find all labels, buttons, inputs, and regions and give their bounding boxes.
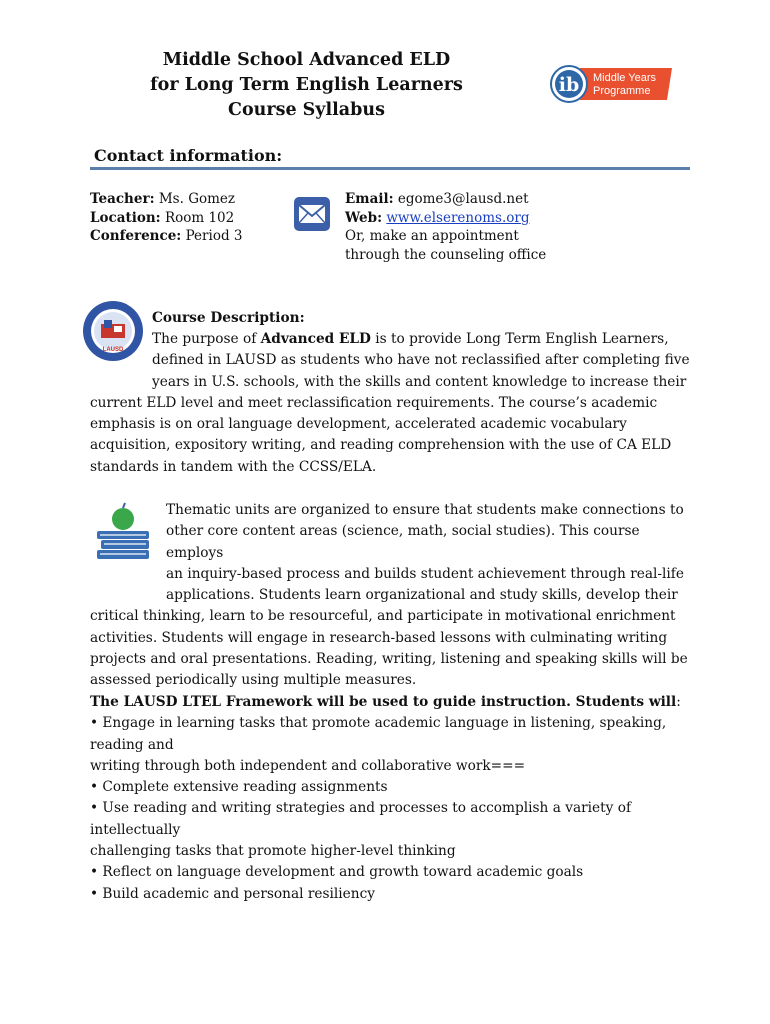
- title-line: Middle School Advanced ELD: [162, 50, 451, 70]
- desc-line: standards in tandem with the CCSS/ELA.: [90, 458, 377, 475]
- svg-text:ib: ib: [558, 74, 580, 96]
- desc-intro: The purpose of: [152, 331, 261, 347]
- desc-line: years in U.S. schools, with the skills and content knowledge to increase their: [152, 373, 687, 390]
- framework-line: • Engage in learning tasks that promote academic language in listening, speaking,: [90, 715, 667, 732]
- email-label: Email:: [345, 191, 394, 207]
- desc-line: is to provide Long Term English Learners,: [370, 331, 669, 347]
- appointment-line: through the counseling office: [345, 246, 547, 263]
- framework-heading: The LAUSD LTEL Framework will be used to guide instruction. Students will:: [90, 694, 681, 710]
- framework-line: • Build academic and personal resiliency: [90, 885, 375, 902]
- desc-line: defined in LAUSD as students who have not reclassified after completing five: [152, 352, 690, 369]
- framework-line: • Reflect on language development and growth toward academic goals: [90, 864, 584, 881]
- contact-right-column: [345, 190, 546, 264]
- thematic-units-paragraph: [90, 500, 690, 692]
- appointment-line: Or, make an appointment: [345, 228, 519, 244]
- logo-text-line: Programme: [593, 85, 651, 97]
- thematic-line: assessed periodically using multiple measures.: [90, 672, 417, 689]
- thematic-line: applications. Students learn organizational and study skills, develop their: [166, 587, 678, 604]
- framework-line: reading and: [90, 736, 174, 753]
- thematic-line: activities. Students will engage in research-based lessons with culminating writing: [90, 629, 668, 646]
- conference-value: Period 3: [185, 228, 243, 244]
- teacher-label: Teacher:: [90, 191, 155, 207]
- framework-section: [90, 692, 690, 905]
- contact-left-column: [90, 190, 242, 246]
- course-description: [90, 329, 690, 478]
- desc-line: emphasis is on oral language development, accelerated academic vocabulary: [90, 416, 627, 433]
- email-value[interactable]: egome3@lausd.net: [397, 191, 529, 207]
- framework-line: intellectually: [90, 821, 181, 838]
- framework-line: challenging tasks that promote higher-level thinking: [90, 843, 456, 860]
- teacher-value: Ms. Gomez: [158, 191, 236, 207]
- location-value: Room 102: [164, 209, 235, 226]
- title-line: for Long Term English Learners: [150, 75, 463, 95]
- thematic-line: other core content areas (science, math, social studies). This course employs: [166, 523, 640, 561]
- course-description-heading: Course Description:: [152, 310, 305, 326]
- framework-line: • Use reading and writing strategies and processes to accomplish a variety of: [90, 800, 632, 817]
- mail-icon: [293, 196, 331, 232]
- title-line: Course Syllabus: [228, 100, 385, 120]
- contact-heading: Contact information:: [94, 146, 283, 165]
- logo-text-line: Middle Years: [593, 72, 656, 84]
- website-link[interactable]: www.elserenoms.org: [386, 209, 530, 226]
- web-label: Web:: [345, 209, 383, 226]
- thematic-line: Thematic units are organized to ensure that students make connections to: [166, 502, 684, 518]
- ib-logo-icon: [550, 64, 680, 104]
- desc-line: acquisition, expository writing, and reading comprehension with the use of CA ELD: [90, 437, 672, 454]
- desc-line: current ELD level and meet reclassification requirements. The course’s academic: [90, 394, 658, 411]
- conference-label: Conference:: [90, 228, 182, 244]
- advanced-eld-term: Advanced ELD: [260, 331, 371, 347]
- framework-line: • Complete extensive reading assignments: [90, 779, 388, 796]
- thematic-line: an inquiry-based process and builds student achievement through real-life: [166, 565, 684, 582]
- section-divider: [90, 167, 690, 170]
- seal-text: LAUSD: [102, 347, 124, 353]
- thematic-line: projects and oral presentations. Reading, writing, listening and speaking skills will be: [90, 651, 688, 668]
- location-label: Location:: [90, 209, 161, 226]
- thematic-line: critical thinking, learn to be resourceful, and participate in motivational enrichment: [90, 608, 676, 625]
- framework-line: writing through both independent and collaborative work===: [90, 757, 526, 774]
